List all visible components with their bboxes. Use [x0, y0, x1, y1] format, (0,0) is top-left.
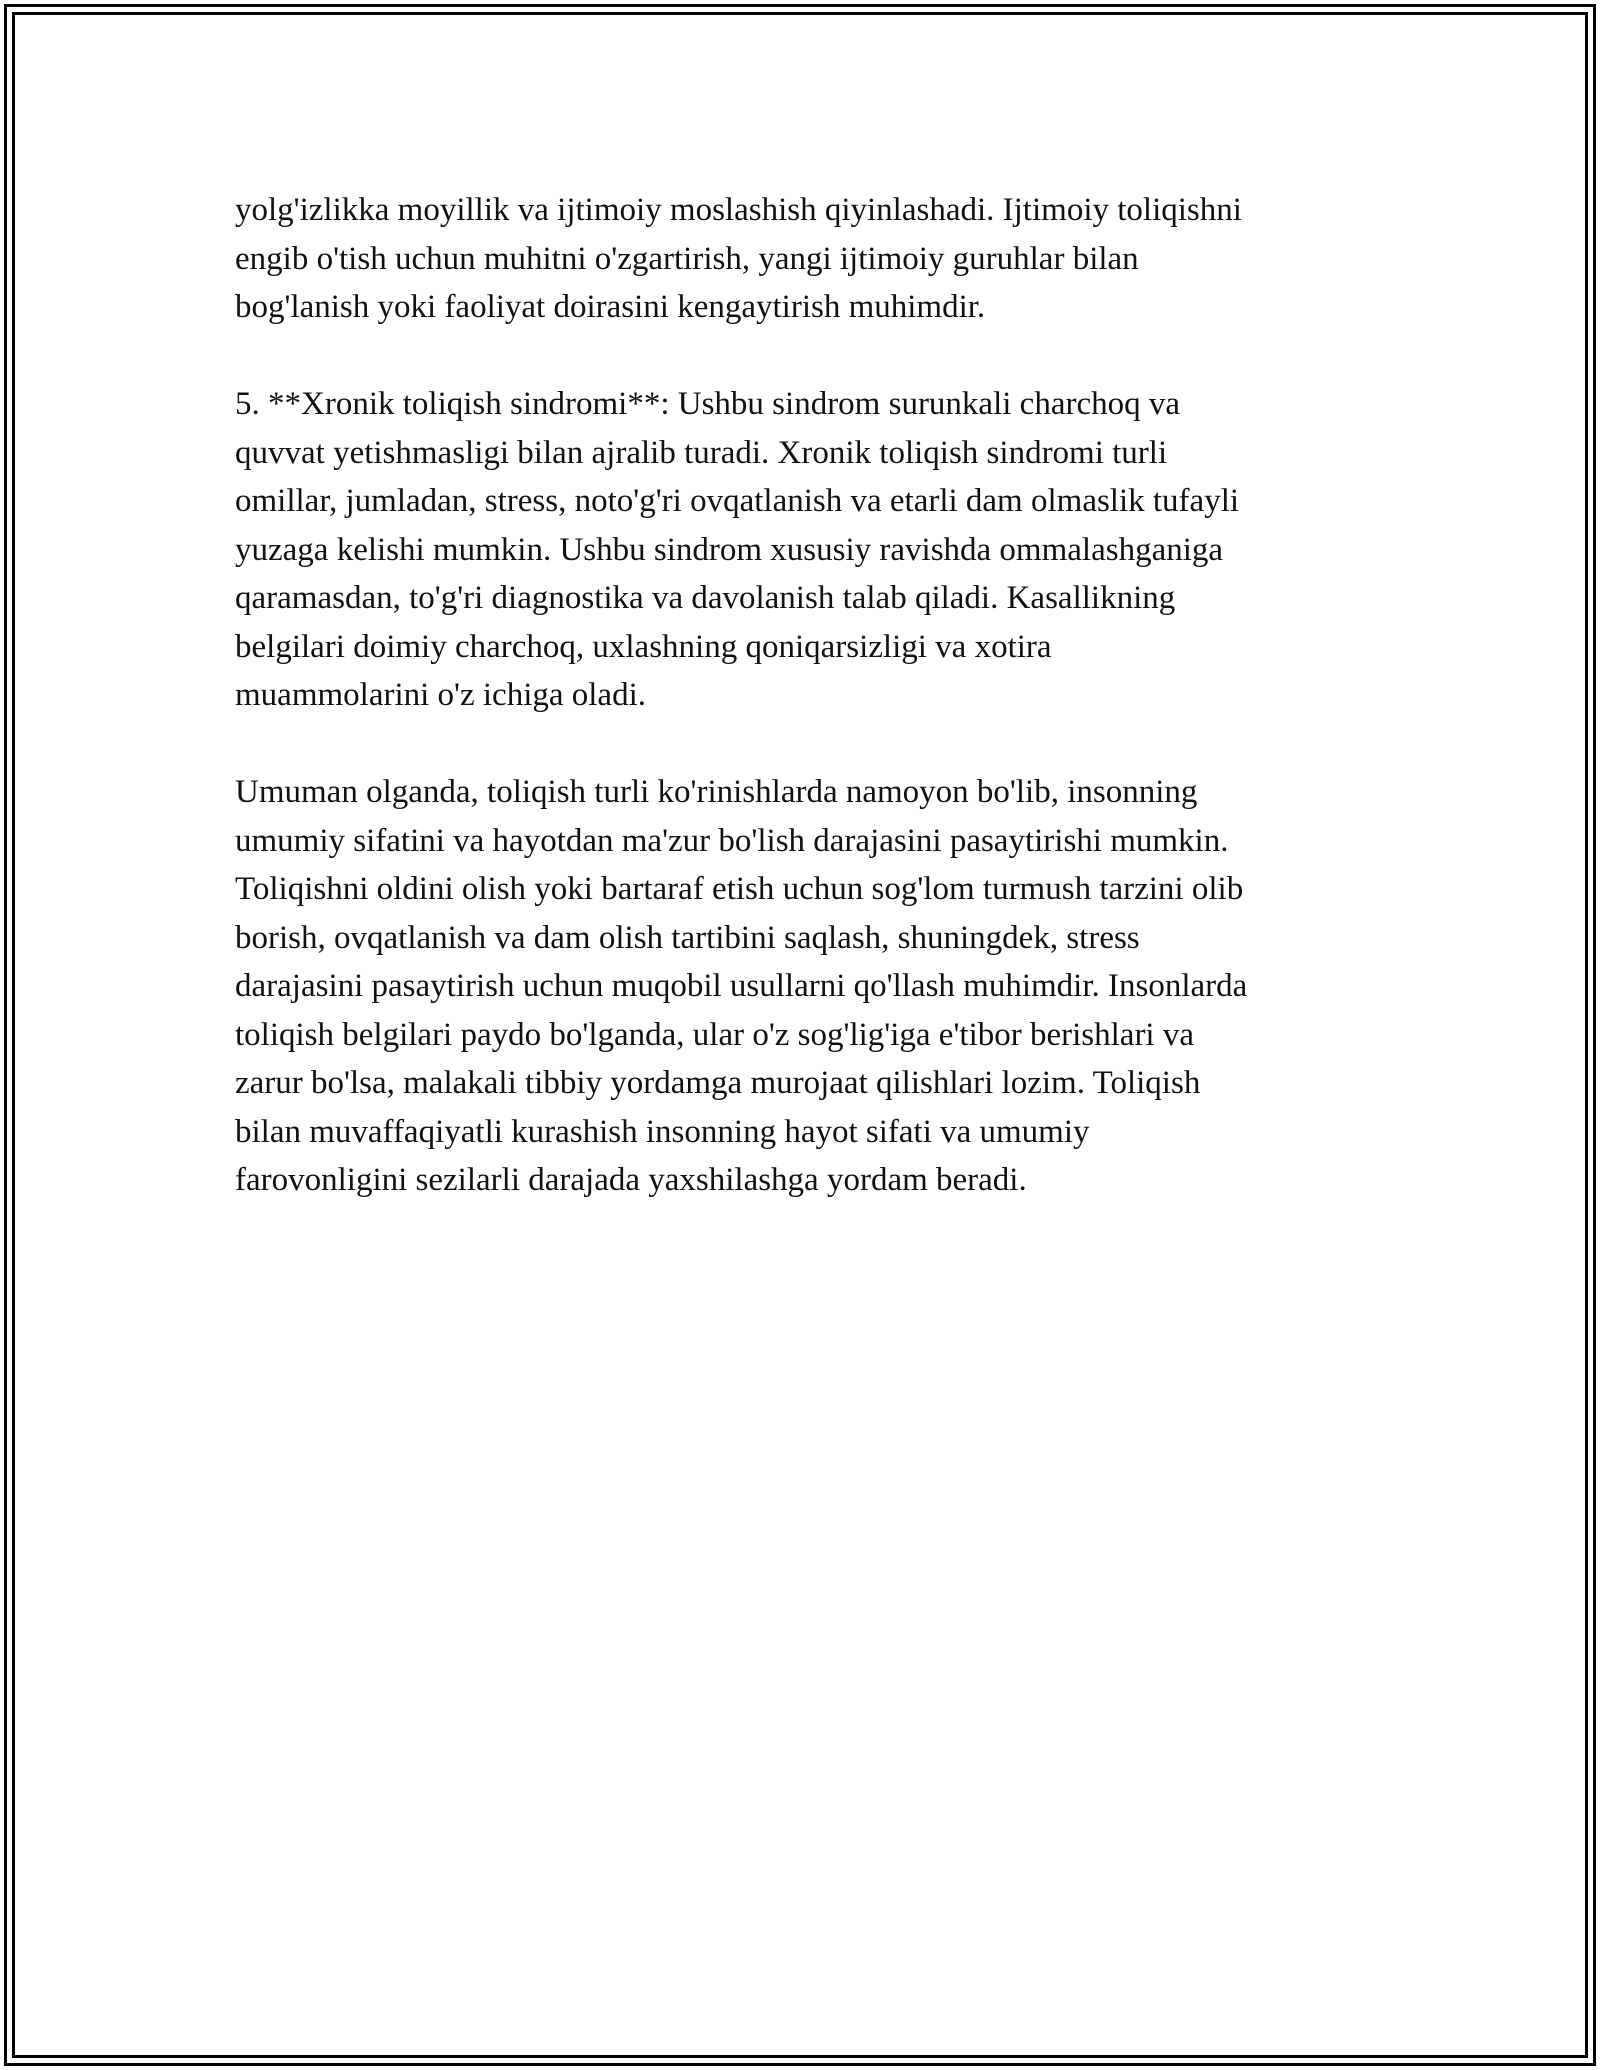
document-body — [235, 186, 1365, 1253]
paragraph-conclusion: Umuman olganda, toliqish turli ko'rinishlarda namoyon bo'lib, insonning umumiy sifatini va hayotdan ma'zur bo'lish darajasini pasaytirishi mumkin. Toliqishni oldini olish yoki bartaraf etish uchun sog'lom turmush tarzini olib borish, ovqatlanish va dam olish tartibini saqlash, shuningdek, stress darajasini pasaytirish uchun muqobil usullarni qo'llash muhimdir. Insonlarda toliqish belgilari paydo bo'lganda, ular o'z sog'lig'iga e'tibor berishlari va zarur bo'lsa, malakali tibbiy yordamga murojaat qilishlari lozim. Toliqish bilan muvaffaqiyatli kurashish insonning hayot sifati va umumiy farovonligini sezilarli darajada yaxshilashga yordam beradi. — [235, 774, 1248, 1198]
paragraph-chronic-fatigue-syndrome: 5. **Xronik toliqish sindromi**: Ushbu sindrom surunkali charchoq va quvvat yetishmasligi bilan ajralib turadi. Xronik toliqish sindromi turli omillar, jumladan, stress, noto'g'ri ovqatlanish va etarli dam olmaslik tufayli yuzaga kelishi mumkin. Ushbu sindrom xususiy ravishda ommalashganiga qaramasdan, to'g'ri diagnostika va davolanish talab qiladi. Kasallikning belgilari doimiy charchoq, uxlashning qoniqarsizligi va xotira muammolarini o'z ichiga oladi. — [235, 386, 1240, 713]
paragraph-social-exhaustion: yolg'izlikka moyillik va ijtimoiy moslashish qiyinlashadi. Ijtimoiy toliqishni engib o'tish uchun muhitni o'zgartirish, yangi ijtimoiy guruhlar bilan bog'lanish yoki faoliyat doirasini kengaytirish muhimdir. — [235, 192, 1242, 325]
